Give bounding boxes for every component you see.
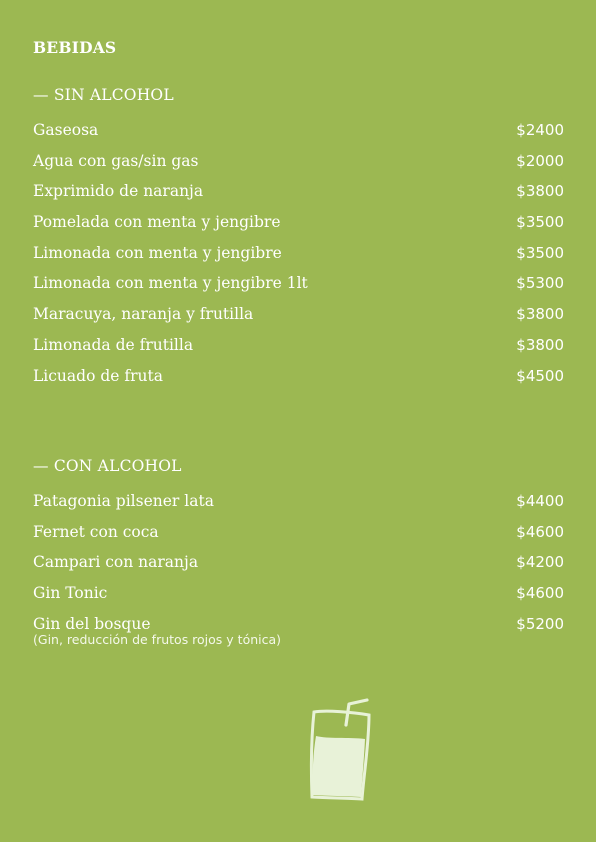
item-name: Gaseosa [33, 121, 99, 139]
item-price: $3500 [516, 213, 564, 232]
item-name: Gin Tonic [33, 584, 108, 603]
item-name: Licuado de fruta [33, 366, 163, 385]
item-price: $4200 [516, 553, 564, 572]
item-price: $5200 [516, 614, 564, 633]
item-description: (Gin, reducción de frutos rojos y tónica) [33, 631, 282, 647]
item-name: Limonada con menta y jengibre 1lt [33, 274, 308, 293]
menu-item [33, 336, 564, 367]
page-title: BEBIDAS [33, 38, 117, 57]
section-heading-con-alcohol: — CON ALCOHOL [33, 457, 182, 475]
menu-item [33, 182, 564, 213]
menu-list-sin-alcohol [33, 121, 564, 397]
menu-item [33, 367, 564, 398]
menu-list-con-alcohol [33, 492, 564, 645]
menu-item [33, 305, 564, 336]
item-name: Patagonia pilsener lata [33, 492, 214, 510]
item-name: Campari con naranja [33, 553, 199, 572]
menu-item [33, 523, 564, 554]
menu-item [33, 584, 564, 615]
item-name: Limonada con menta y jengibre [33, 243, 282, 262]
menu-item [33, 244, 564, 275]
menu-item [33, 553, 564, 584]
item-name: Gin del bosque [33, 614, 151, 633]
item-name: Exprimido de naranja [33, 182, 204, 201]
menu-item [33, 492, 564, 523]
menu-item [33, 274, 564, 305]
drink-glass-icon [302, 698, 372, 802]
item-price: $3800 [516, 305, 564, 324]
item-price: $3500 [516, 243, 564, 262]
item-price: $3800 [516, 182, 564, 201]
item-price: $4500 [516, 366, 564, 385]
menu-item [33, 152, 564, 183]
item-price: $2400 [516, 121, 564, 139]
menu-item [33, 213, 564, 244]
item-name: Maracuya, naranja y frutilla [33, 305, 254, 324]
item-price: $4600 [516, 522, 564, 541]
item-name: Limonada de frutilla [33, 335, 194, 354]
item-name: Pomelada con menta y jengibre [33, 213, 281, 232]
item-price: $4400 [516, 492, 564, 510]
item-price: $2000 [516, 151, 564, 170]
section-heading-sin-alcohol: — SIN ALCOHOL [33, 86, 174, 104]
item-name: Agua con gas/sin gas [33, 151, 199, 170]
item-price: $5300 [516, 274, 564, 293]
item-price: $3800 [516, 335, 564, 354]
menu-item [33, 615, 564, 646]
menu-item [33, 121, 564, 152]
item-name: Fernet con coca [33, 522, 159, 541]
item-price: $4600 [516, 584, 564, 603]
